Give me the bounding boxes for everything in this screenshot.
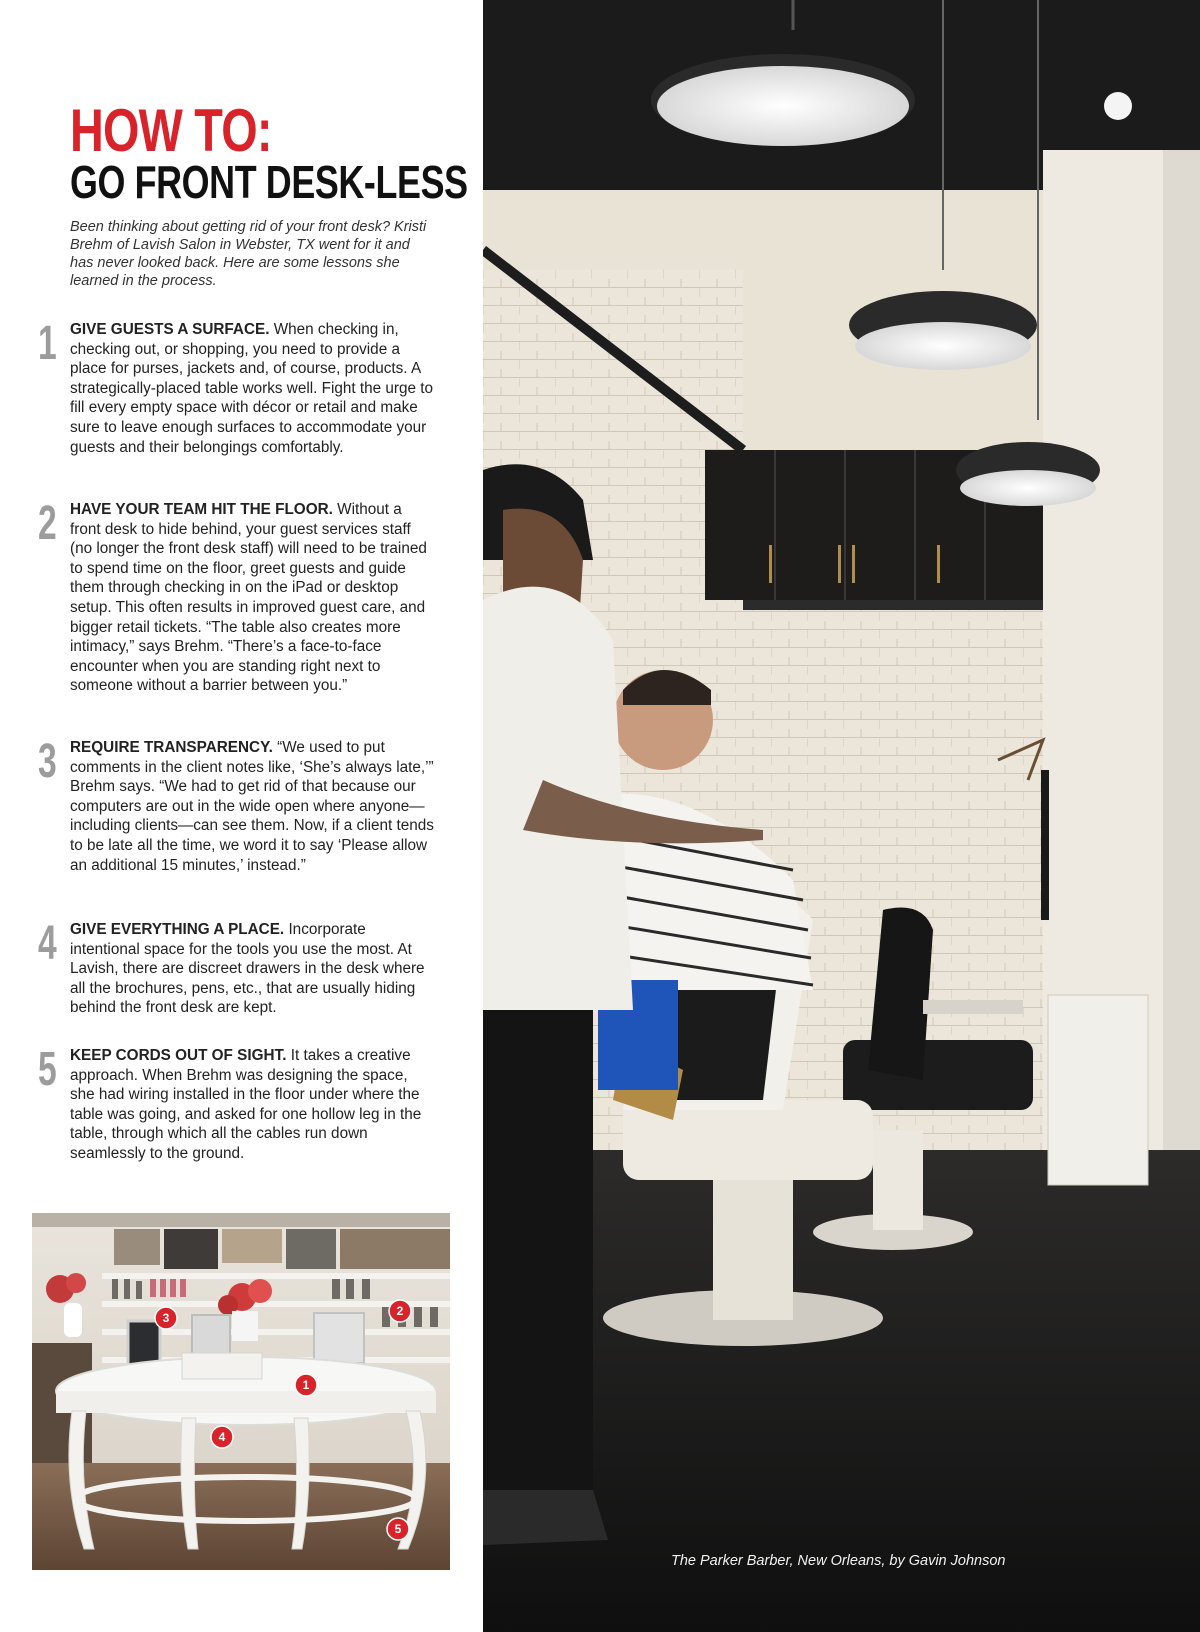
step-text bbox=[70, 738, 435, 875]
headline-how-to: HOW TO: bbox=[70, 97, 272, 164]
step-heading: HAVE YOUR TEAM HIT THE FLOOR. bbox=[70, 501, 333, 518]
svg-text:3: 3 bbox=[162, 1311, 170, 1325]
article-column bbox=[0, 0, 483, 1632]
marker-5 bbox=[387, 1518, 409, 1540]
step-text bbox=[70, 320, 435, 457]
barbershop-illustration bbox=[483, 0, 1200, 1632]
headline-title: GO FRONT DESK-LESS bbox=[70, 156, 468, 208]
marker-2 bbox=[389, 1300, 411, 1322]
svg-text:4: 4 bbox=[218, 1430, 226, 1444]
step-number: 2 bbox=[38, 497, 57, 550]
step-heading: KEEP CORDS OUT OF SIGHT. bbox=[70, 1047, 287, 1064]
barbershop-photo bbox=[483, 0, 1200, 1632]
step-body: It takes a creative approach. When Brehm was designing the space, she had wiring installed in the floor under where the table was going, and asked for one hollow leg in the table, through which all the cables run down seamlessly to the ground. bbox=[70, 1047, 422, 1162]
marker-4 bbox=[211, 1426, 233, 1448]
salon-desk-illustration bbox=[32, 1213, 450, 1570]
step-body: When checking in, checking out, or shopping, you need to provide a place for purses, jackets and, of course, products. A strategically-placed table works well. Fight the urge to fill every empty space with décor or retail and make sure to leave enough surfaces to accommodate your guests and their belongings comfortably. bbox=[70, 321, 434, 456]
step-body: Incorporate intentional space for the tools you use the most. At Lavish, there are discreet drawers in the desk where all the brochures, pens, etc., that are usually hiding behind the front desk are kept. bbox=[70, 921, 425, 1017]
photo-caption: The Parker Barber, New Orleans, by Gavin Johnson bbox=[671, 1553, 1006, 1569]
step-heading: REQUIRE TRANSPARENCY. bbox=[70, 739, 273, 756]
step-text bbox=[70, 920, 435, 1018]
step-text bbox=[70, 500, 435, 696]
marker-3 bbox=[155, 1307, 177, 1329]
svg-text:2: 2 bbox=[396, 1304, 404, 1318]
step-number: 3 bbox=[38, 735, 57, 788]
step-heading: GIVE EVERYTHING A PLACE. bbox=[70, 921, 285, 938]
step-body: Without a front desk to hide behind, your guest services staff (no longer the front desk staff) will need to be trained to spend time on the floor, greet guests and guide them through checking in on the iPad or desktop setup. This often results in improved guest care, and bigger retail tickets. “The table also creates more intimacy,” says Brehm. “There’s a face-to-face encounter when you are standing right next to someone without a barrier between you.” bbox=[70, 501, 427, 695]
step-text bbox=[70, 1046, 435, 1164]
step-body: “We used to put comments in the client notes like, ‘She’s always late,’” Brehm says. “We had to get rid of that because our computers are out in the wide open where anyone—including clients—can see them. Now, if a client tends to be late all the time, we word it to say ‘Please allow an additional 15 minutes,’ instead.” bbox=[70, 739, 434, 874]
marker-1 bbox=[295, 1374, 317, 1396]
step-number: 5 bbox=[38, 1043, 57, 1096]
intro-paragraph: Been thinking about getting rid of your front desk? Kristi Brehm of Lavish Salon in Webster, TX went for it and has never looked back. Here are some lessons she learned in the process. bbox=[70, 219, 427, 289]
salon-desk-photo bbox=[32, 1213, 450, 1570]
step-heading: GIVE GUESTS A SURFACE. bbox=[70, 321, 270, 338]
step-number: 1 bbox=[38, 317, 57, 370]
step-number: 4 bbox=[38, 917, 57, 970]
svg-text:5: 5 bbox=[394, 1522, 402, 1536]
svg-text:1: 1 bbox=[302, 1378, 310, 1392]
